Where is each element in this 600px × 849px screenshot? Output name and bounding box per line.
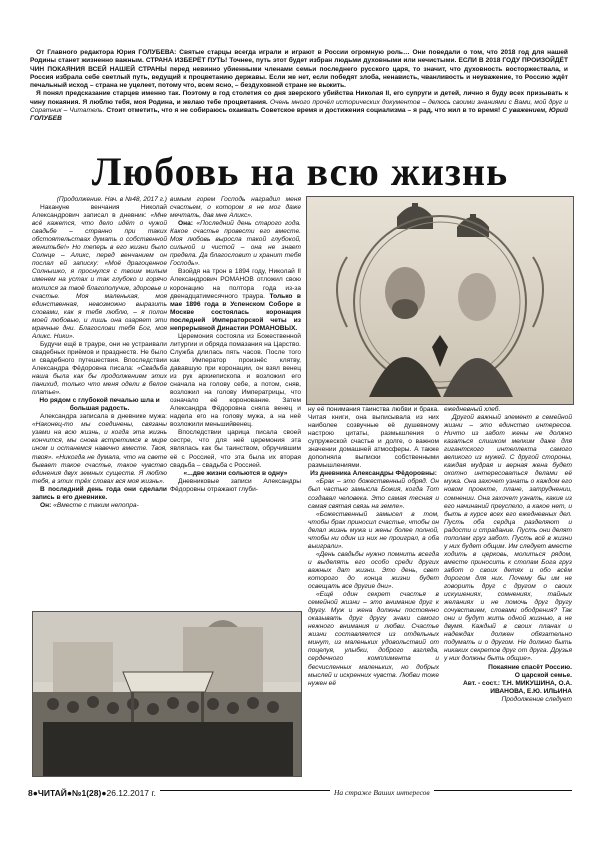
paper-name: ЧИТАЙ	[37, 788, 67, 798]
issue-date: 26.12.2017 г.	[106, 788, 156, 798]
paragraph: Александра записала в дневнике мужа: «Наконец-то мы соединены, связаны узами на всю жизнь, и когда эта жизнь кончится, мы снова встретимся в мире ином и останемся навечно вместе. Твоя, твоя». «Никогда не думала, что на свете бывает такое счастье, такое чувство единения двух земных существ. Я люблю тебя, в этих трёх словах вся моя жизнь».	[32, 413, 167, 485]
subheading: Из дневника Александры Фёдоровны:	[310, 470, 437, 478]
subheading: В последний день года они сделали запись в его дневнике.	[32, 485, 167, 501]
issue-number: №1(28)	[72, 788, 102, 798]
paragraph: ну её понимания таинства любви и брака. Читая книги, она выписывала из них наиболее созвучные её душевному настрою цитаты, размышления о супружеской счастье и долге, о важном значении домашней атмосферы. А также дополняла выписки собственными размышлениями.	[308, 406, 439, 470]
intro-signature: С уважением, Юрий ГОЛУБЕВ	[30, 107, 568, 123]
page-number: 8	[28, 788, 33, 798]
closing-line: Покаяние спасёт Россию.	[488, 663, 572, 671]
paragraph: Дневниковые записи Александры Фёдоровны отражают глуби-	[170, 477, 301, 493]
quote: «Божественный замысел в том, чтобы брак приносил счастье, чтобы он делал жизнь мужа и жены более полной, чтобы ни один из них не проиграл, а оба выиграли».	[308, 510, 439, 550]
article-column-4	[444, 406, 572, 784]
coronation-procession-photo	[32, 611, 302, 777]
procession-illustration	[33, 612, 301, 776]
paragraph: Она: «Последний день старого года. Какое счастье провести его вместе. Моя любовь выросла такой глубокой, сильной и чистой – она не знает предела. Да благословит и хранит тебя Господь».	[170, 220, 301, 268]
coronation-portrait-photo	[306, 196, 574, 405]
paragraph: Взойдя на трон в 1894 году, Николай II Александрович РОМАНОВ отложил свою коронацию на полтора года из-за двенадцатимесячного траура. Только в мае 1896 года в Успенском Соборе в Москве состоялась коронация последней Императорской четы из непрерывной Династии РОМАНОВЫХ.	[170, 268, 301, 332]
authors: Авт. - сост.: Т.Н. МИКУШИНА, О.А. ИВАНОВА, Е.Ю. ИЛЬИНА	[462, 679, 572, 695]
book-title: О царской семье.	[514, 671, 572, 679]
paragraph: Накануне венчания Николай Александрович записал в дневник: «Мне всё кажется, что дело идёт о чужой свадьбе – странно при таких обстоятельствах думать о собственной женитьбе!» Но теперь в его жизни было Солнце – Аликс, перед венчанием он послал ей записку: «Моё драгоценное Солнышко, я проснулся с твоим милым именем на устах и так глубоко и горячо молился за твоё благополучие, здоровье и счастье. Моя маленькая, моя единственная, невозможно выразить словами, как я тебя люблю, – я полон моей любовью, и лишь она озаряет эти мрачные дни. Благослови тебя Бог, моя Аликс. Ники».	[32, 204, 167, 340]
continuation-note: Продолжение следует	[501, 695, 572, 703]
article-column-1	[32, 196, 167, 609]
paragraph: Впоследствии царица писала своей сестре, что для неё церемония эта являлась как бы таинством, обручившим её с Россией, что эта была их вторая свадьба – свадьба с Россией.	[170, 429, 301, 469]
paragraph: Церемония состояла из Божественной литургии и обряда помазания на Царство. Служба длилась пять часов. После того как Император произнёс клятву, дававшую при коронации, он взял венец из рук архиепископа и возложил его сначала на голову себе, а потом, сняв, возложил на голову Императрицы, что означало её коронование. Затем Александра Фёдоровна сняла венец и надела его на голову мужа, а на неё возложили меньшийвенец.	[170, 332, 301, 429]
subheading: Но рядом с глубокой печалью шла и большая радость.	[39, 397, 160, 413]
paragraph: Он: «Вместе с таким непопра-	[40, 501, 139, 509]
paragraph: вимым горем Господь наградил меня счастьем, о котором я не мог даже мечтать, дав мне Аликс».	[170, 196, 301, 220]
article-column-2	[170, 196, 301, 609]
coronation-portrait-illustration	[307, 197, 573, 404]
footer-page-info: 8●ЧИТАЙ●№1(28)●26.12.2017 г.	[28, 788, 160, 798]
quote: «Брак – это божественный обряд. Он был частью замысла Божия, когда Тот создавал человека. Это самая тесная и самая святая связь на земле».	[308, 478, 439, 510]
article-source-note: (Продолжение. Нач. в №48, 2017 г.)	[56, 196, 167, 203]
intro-paragraph-2: Я понял предсказание старцев именно так. Поэтому в год столетия со дня зверского убийства Николая II, его супруги и детей, лично я буду всех призывать к чину покаяния. Я люблю тебя, моя Родина, и желаю тебе процветания. Очень много прочёл исторических документов – делюсь своими знаниями с Вами, мой друг и Соратник – Читатель. Стоит отметить, что я не собираюсь охаивать Советское время и достижения социализма – я рад, что жил в то время! С уважением, Юрий ГОЛУБЕВ	[30, 90, 568, 123]
article-column-3	[308, 406, 439, 774]
quote: ежедневный хлеб.	[444, 406, 501, 413]
footer-slogan: На страже Ваших интересов	[330, 788, 434, 797]
subheading: «...две жизни сольются в одну»	[183, 469, 288, 477]
quote: «День свадьбы нужно помнить всегда и выделять его особо среди других важных дат жизни. Это день, свет которого до конца жизни будет освещать все другие дни».	[308, 550, 439, 591]
quote: «Ещё один секрет счастья в семейной жизни – это внимание друг к другу. Муж и жена должны постоянно оказывать друг другу знаки самого нежного внимания и любви. Счастье жизни составляется из отдельных минут, из маленьких удовольствий от поцелуя, улыбки, доброго взгляда, сердечного комплимента и бесчисленных маленьких, но добрых мыслей и искренних чувств. Любви тоже нужен её	[308, 591, 439, 687]
article-headline: Любовь на всю жизнь	[91, 149, 509, 194]
intro-paragraph-1: От Главного редактора Юрия ГОЛУБЕВА: Святые старцы всегда играли и играют в России огромную роль… Они поведали о том, что 2018 год для нашей Родины станет жизненно важным. СТРАНА ИЗБЕРЁТ ПУТЬ! Точнее, путь этот будет избран людьми духовными или нечистыми. ЕСЛИ В 2018 ГОДУ ПРОИЗОЙДЁТ ЧИН ПОКАЯНИЯ ВСЕЙ НАШЕЙ СТРАНЫ перед невинно убиенными членами семьи последнего русского царя, то значит, что духовность восторжествала, и Россия избрала себе светлый путь, ведущий к процветанию державы. Если же нет, если победят злоба, ненависть, чванливость и неуважение, то Россию ждёт печальный исход – страна не уцелеет, потому что, всем ясно, – бездуховной стране не выжить.	[30, 49, 568, 90]
paragraph: Будучи ещё в трауре, они не устраивали свадебных приёмов и празднеств. Не было и свадебного путешествия. Впоследствии Александра Фёдоровна писала: «Свадьба наша была как бы продолжением этих панихид, только что меня одели в белое платье».	[32, 340, 167, 397]
quote: Другой важный элемент в семейной жизни – это единство интересов. Ничто из забот жены не должно казаться слишком мелким даже для гигантского интеллекта самого великого из мужей. С другой стороны, каждая мудрая и верная жена будет охотно интересоваться делами её мужа. Она захочет узнать о каждом его новом проекте, плане, затруднении, сомнении. Она захочет узнать, какие из его начинаний преуспело, а какое нет, и быть в курсе всех его ежедневных дел. Пусть оба сердца разделяют и радости и страдание. Пусть они делят пополам груз забот. Пусть всё в жизни у них будет общим. Им следует вместе ходить в церковь, молиться рядом, вместе приносить к стопам Бога груз забот о своих детях и обо всём дорогом для них. Почему бы им не говорить друг с другом о своих искушениях, сомнениях, тайных желаниях и не помочь друг другу сочувствием, словами ободрения? Так они и будут жить одной жизнью, а не двумя. Каждый в своих планах и надеждах должен обязательно подумать и о другом. Не должно быть никаких секретов друг от друга. Друзья у них должны быть общие».	[444, 414, 572, 663]
editor-intro	[30, 49, 568, 147]
